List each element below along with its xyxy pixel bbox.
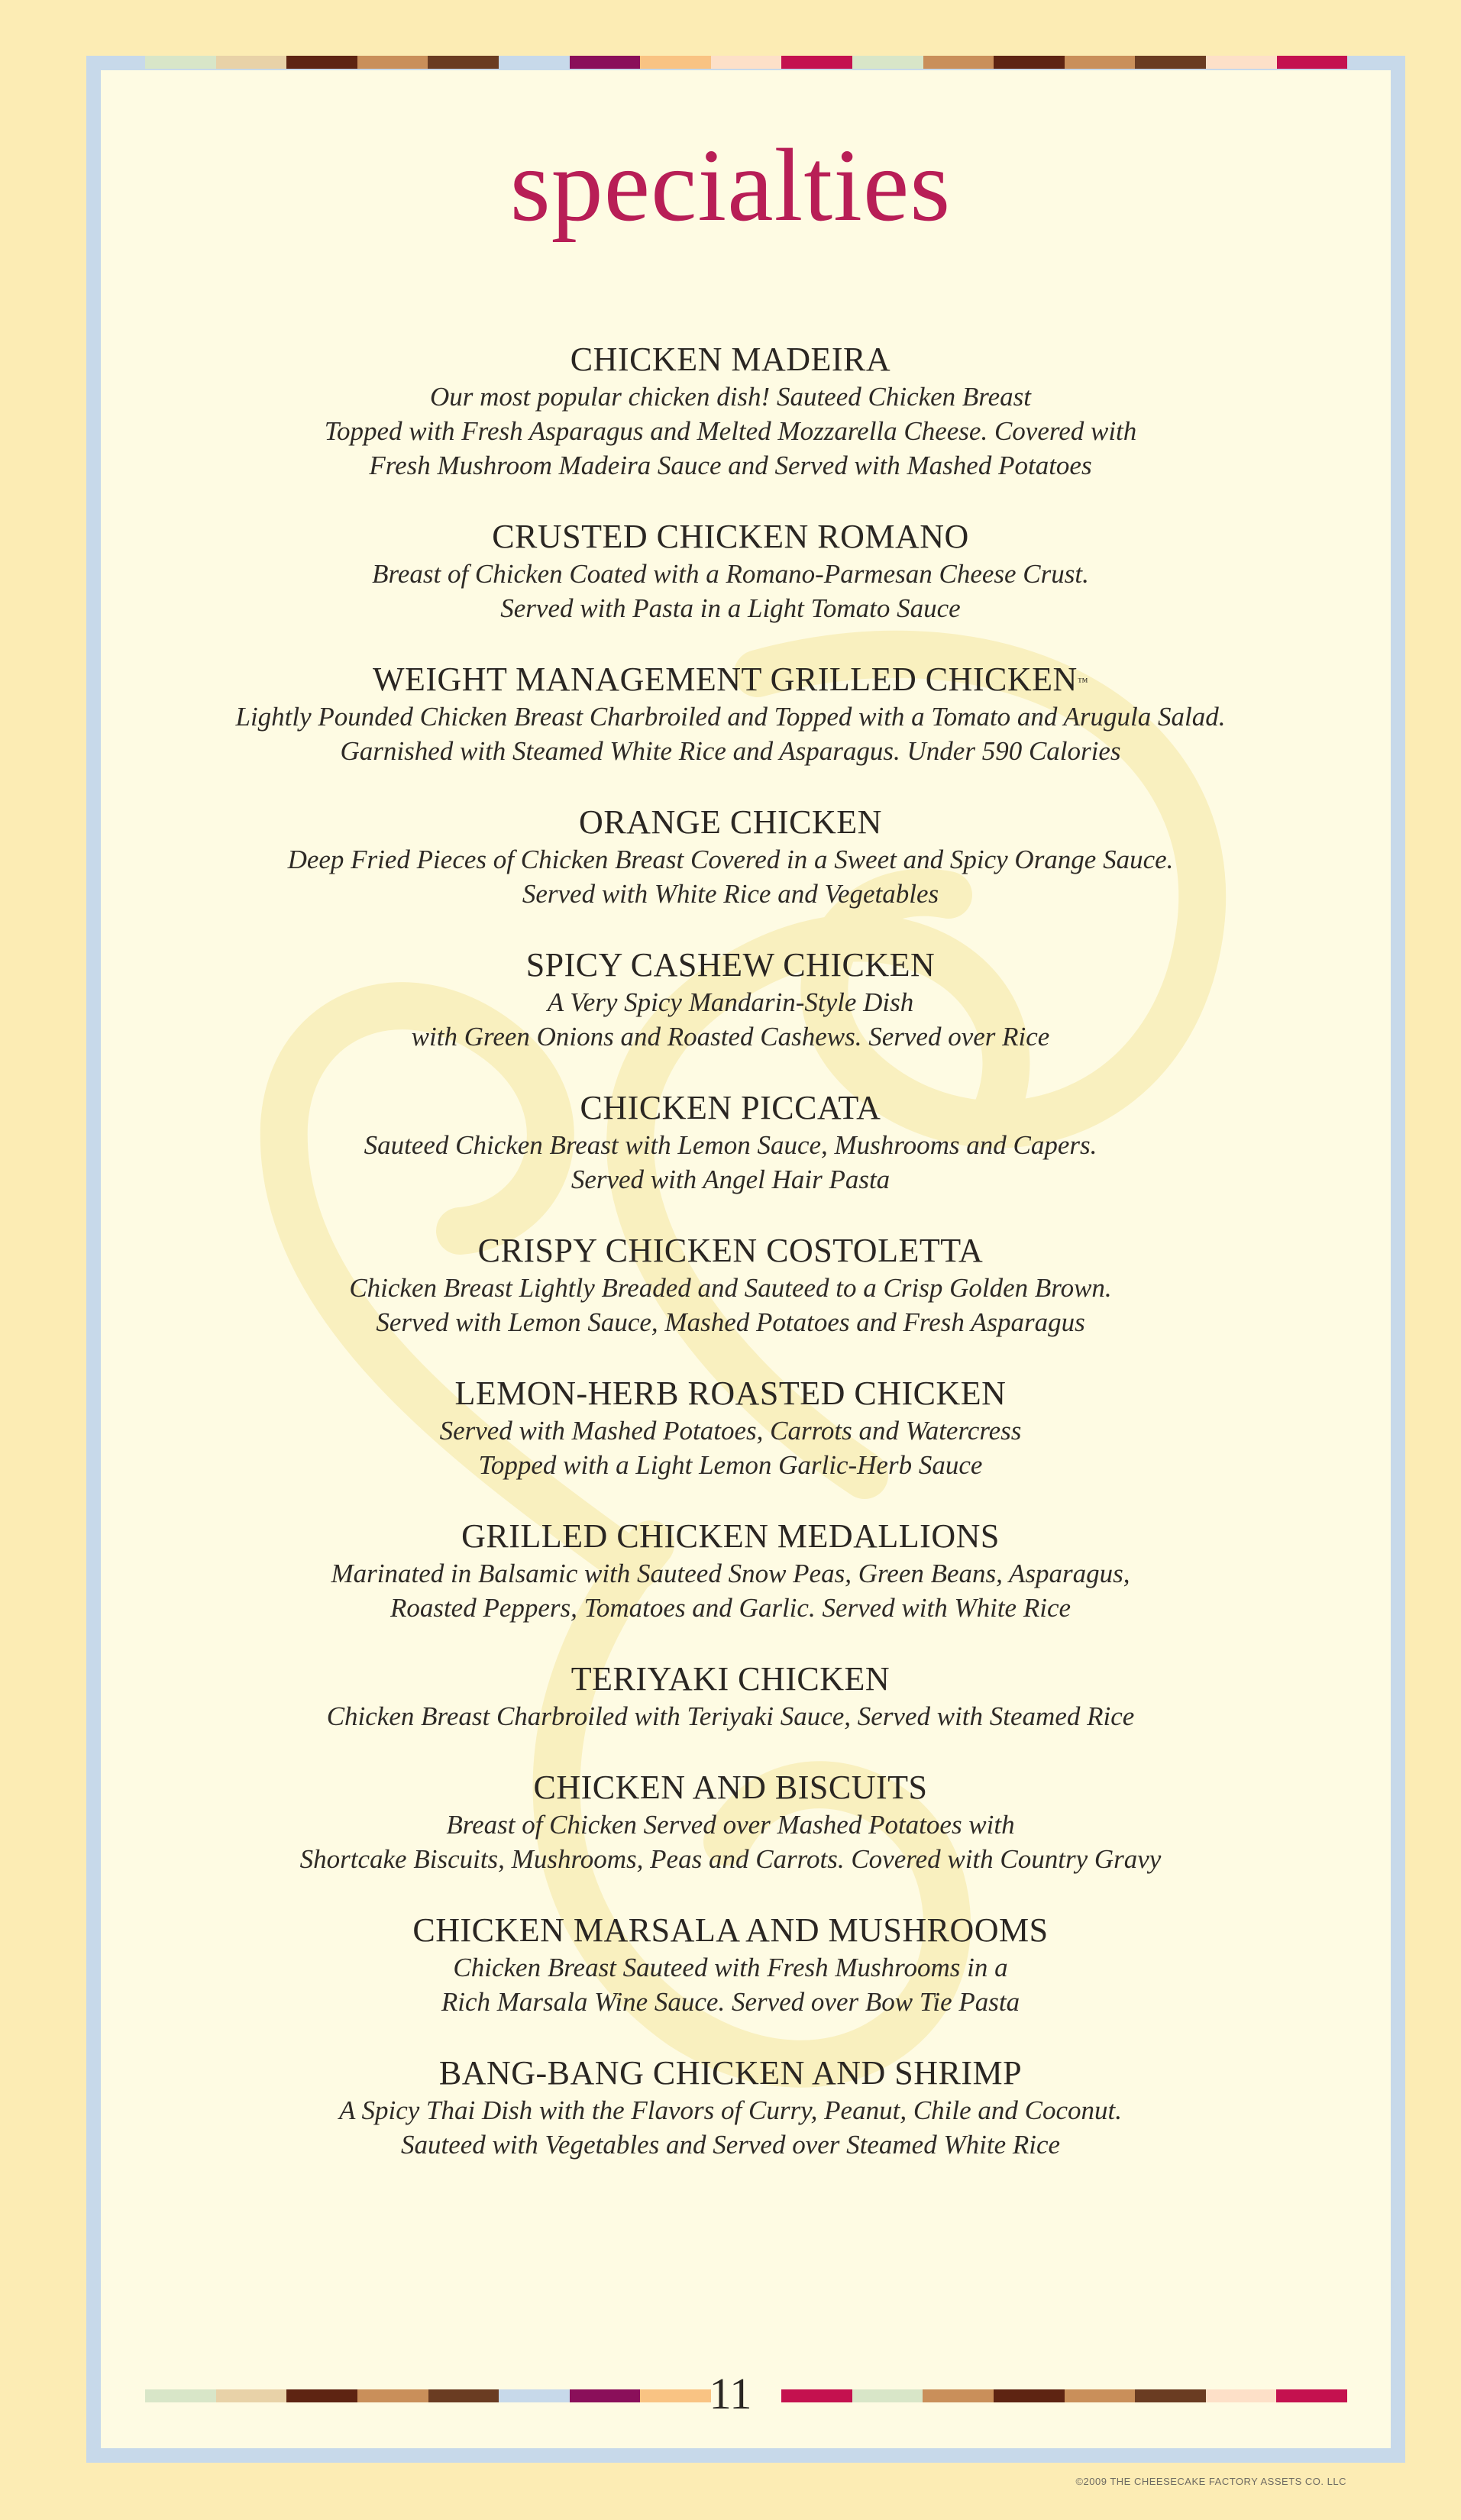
- menu-item-description-line: Chicken Breast Charbroiled with Teriyaki Sauce, Served with Steamed Rice: [326, 1701, 1135, 1731]
- menu-item-description-line: Topped with a Light Lemon Garlic-Herb Sauce: [478, 1450, 983, 1480]
- menu-item-name-text: CRISPY CHICKEN COSTOLETTA: [477, 1232, 984, 1269]
- menu-item-name-text: GRILLED CHICKEN MEDALLIONS: [461, 1517, 1000, 1555]
- menu-item-description-line: Chicken Breast Sauteed with Fresh Mushrooms in a: [453, 1953, 1008, 1982]
- menu-item-description-line: Breast of Chicken Coated with a Romano-Parmesan Cheese Crust.: [372, 559, 1089, 589]
- stripe-segment: [923, 2389, 994, 2402]
- menu-item: [0, 1374, 1461, 1482]
- stripe-segment: [216, 2389, 287, 2402]
- menu-item-description-line: Roasted Peppers, Tomatoes and Garlic. Served with White Rice: [389, 1593, 1072, 1623]
- menu-item-description-line: Chicken Breast Lightly Breaded and Sauteed to a Crisp Golden Brown.: [349, 1273, 1112, 1303]
- menu-item-description-line: Deep Fried Pieces of Chicken Breast Covered in a Sweet and Spicy Orange Sauce.: [287, 845, 1174, 874]
- menu-item-description-line: Fresh Mushroom Madeira Sauce and Served with Mashed Potatoes: [369, 451, 1092, 480]
- menu-item-description-line: A Spicy Thai Dish with the Flavors of Curry, Peanut, Chile and Coconut.: [338, 2095, 1122, 2125]
- menu-item-name: [0, 2053, 1461, 2093]
- menu-item-name-text: SPICY CASHEW CHICKEN: [525, 946, 936, 984]
- menu-item-name-text: LEMON-HERB ROASTED CHICKEN: [454, 1375, 1007, 1412]
- menu-item-description-line: Served with Mashed Potatoes, Carrots and Watercress: [439, 1416, 1022, 1446]
- menu-item-description-line: A Very Spicy Mandarin-Style Dish: [547, 987, 914, 1017]
- menu-item-description-line: Garnished with Steamed White Rice and Asparagus. Under 590 Calories: [340, 736, 1121, 766]
- menu-item-name-text: CHICKEN MADEIRA: [570, 341, 891, 378]
- stripe-segment: [1277, 56, 1348, 69]
- menu-item: [0, 1231, 1461, 1339]
- stripe-segment: [852, 2389, 923, 2402]
- menu-item-description-line: with Green Onions and Roasted Cashews. Served over Rice: [411, 1022, 1050, 1052]
- stripe-segment: [1135, 2389, 1206, 2402]
- stripe-segment: [781, 2389, 852, 2402]
- stripe-segment: [1135, 56, 1206, 69]
- stripe-segment: [1276, 2389, 1347, 2402]
- menu-item: [0, 945, 1461, 1054]
- stripe-segment: [145, 56, 216, 69]
- menu-item-name: [0, 1517, 1461, 1556]
- menu-item-name: [0, 1659, 1461, 1699]
- stripe-segment: [852, 56, 923, 69]
- menu-item-description-line: Our most popular chicken dish! Sauteed Chicken Breast: [429, 382, 1032, 412]
- menu-item-name: [0, 340, 1461, 380]
- stripe-segment: [994, 2389, 1065, 2402]
- menu-item-description-line: Shortcake Biscuits, Mushrooms, Peas and Carrots. Covered with Country Gravy: [299, 1844, 1162, 1874]
- menu-item: [0, 1659, 1461, 1733]
- menu-item-name: [0, 1231, 1461, 1271]
- stripe-segment: [499, 56, 570, 69]
- menu-item-name-text: BANG-BANG CHICKEN AND SHRIMP: [438, 2054, 1023, 2092]
- menu-item-description-line: Sauteed Chicken Breast with Lemon Sauce, Mushrooms and Capers.: [364, 1130, 1097, 1160]
- menu-item-name-text: ORANGE CHICKEN: [579, 803, 882, 841]
- menu-item-name: [0, 517, 1461, 557]
- menu-item-name: [0, 1374, 1461, 1413]
- stripe-segment: [1065, 56, 1136, 69]
- stripe-segment: [286, 2389, 357, 2402]
- page-title: specialties: [509, 128, 952, 243]
- stripe-segment: [428, 2389, 499, 2402]
- menu-item-description-line: Sauteed with Vegetables and Served over Steamed White Rice: [400, 2130, 1061, 2160]
- menu-item-name-text: CHICKEN MARSALA AND MUSHROOMS: [412, 1911, 1049, 1949]
- menu-item-name: [0, 660, 1461, 699]
- menu-item: [0, 1088, 1461, 1197]
- stripe-segment: [1206, 2389, 1277, 2402]
- menu-item-name-text: CHICKEN AND BISCUITS: [533, 1769, 928, 1806]
- menu-item-name: [0, 803, 1461, 842]
- stripe-segment: [357, 2389, 428, 2402]
- stripe-segment: [1206, 56, 1277, 69]
- trademark-mark: ™: [1077, 677, 1089, 688]
- menu-item-description-line: Topped with Fresh Asparagus and Melted Mozzarella Cheese. Covered with: [324, 416, 1137, 446]
- stripe-segment: [1065, 2389, 1136, 2402]
- menu-item-description-line: Served with Angel Hair Pasta: [571, 1165, 890, 1194]
- menu-item: [0, 2053, 1461, 2162]
- menu-item-description-line: Served with Pasta in a Light Tomato Sauce: [500, 593, 961, 623]
- stripe-segment: [499, 2389, 570, 2402]
- menu-item-name-text: CHICKEN PICCATA: [580, 1089, 881, 1126]
- menu-list: [0, 340, 1461, 2196]
- menu-item: [0, 1517, 1461, 1625]
- menu-item-description-line: Lightly Pounded Chicken Breast Charbroiled and Topped with a Tomato and Arugula Salad.: [235, 702, 1226, 732]
- stripe-segment: [428, 56, 499, 69]
- stripe-segment: [711, 56, 782, 69]
- menu-item-name: [0, 1088, 1461, 1128]
- copyright-notice: ©2009 THE CHEESECAKE FACTORY ASSETS CO. LLC: [1075, 2476, 1346, 2487]
- menu-item: [0, 803, 1461, 911]
- menu-item: [0, 1768, 1461, 1876]
- stripe-segment: [781, 56, 852, 69]
- menu-item-name: [0, 1911, 1461, 1950]
- stripe-segment: [570, 2389, 641, 2402]
- menu-item-name-text: CRUSTED CHICKEN ROMANO: [492, 518, 969, 555]
- stripe-segment: [357, 56, 428, 69]
- menu-item-description-line: Served with Lemon Sauce, Mashed Potatoes and Fresh Asparagus: [376, 1307, 1085, 1337]
- stripe-segment: [994, 56, 1065, 69]
- menu-item-name: [0, 1768, 1461, 1808]
- menu-item-description-line: Rich Marsala Wine Sauce. Served over Bow Tie Pasta: [441, 1987, 1020, 2017]
- stripe-segment: [923, 56, 994, 69]
- menu-item-name-text: TERIYAKI CHICKEN: [571, 1660, 890, 1698]
- menu-item-description-line: Marinated in Balsamic with Sauteed Snow Peas, Green Beans, Asparagus,: [331, 1559, 1130, 1588]
- top-color-stripe: [145, 56, 1347, 69]
- menu-item-description-line: Breast of Chicken Served over Mashed Potatoes with: [446, 1810, 1015, 1840]
- menu-item-name-text: WEIGHT MANAGEMENT GRILLED CHICKEN: [372, 661, 1078, 698]
- menu-item-description-line: Served with White Rice and Vegetables: [522, 879, 939, 909]
- stripe-segment: [570, 56, 641, 69]
- menu-item-name: [0, 945, 1461, 985]
- stripe-segment: [145, 2389, 216, 2402]
- menu-item: [0, 340, 1461, 483]
- stripe-segment: [286, 56, 357, 69]
- menu-item: [0, 660, 1461, 768]
- stripe-segment: [640, 56, 711, 69]
- menu-item: [0, 1911, 1461, 2019]
- page-number: 11: [709, 2369, 752, 2418]
- menu-item: [0, 517, 1461, 625]
- stripe-segment: [216, 56, 287, 69]
